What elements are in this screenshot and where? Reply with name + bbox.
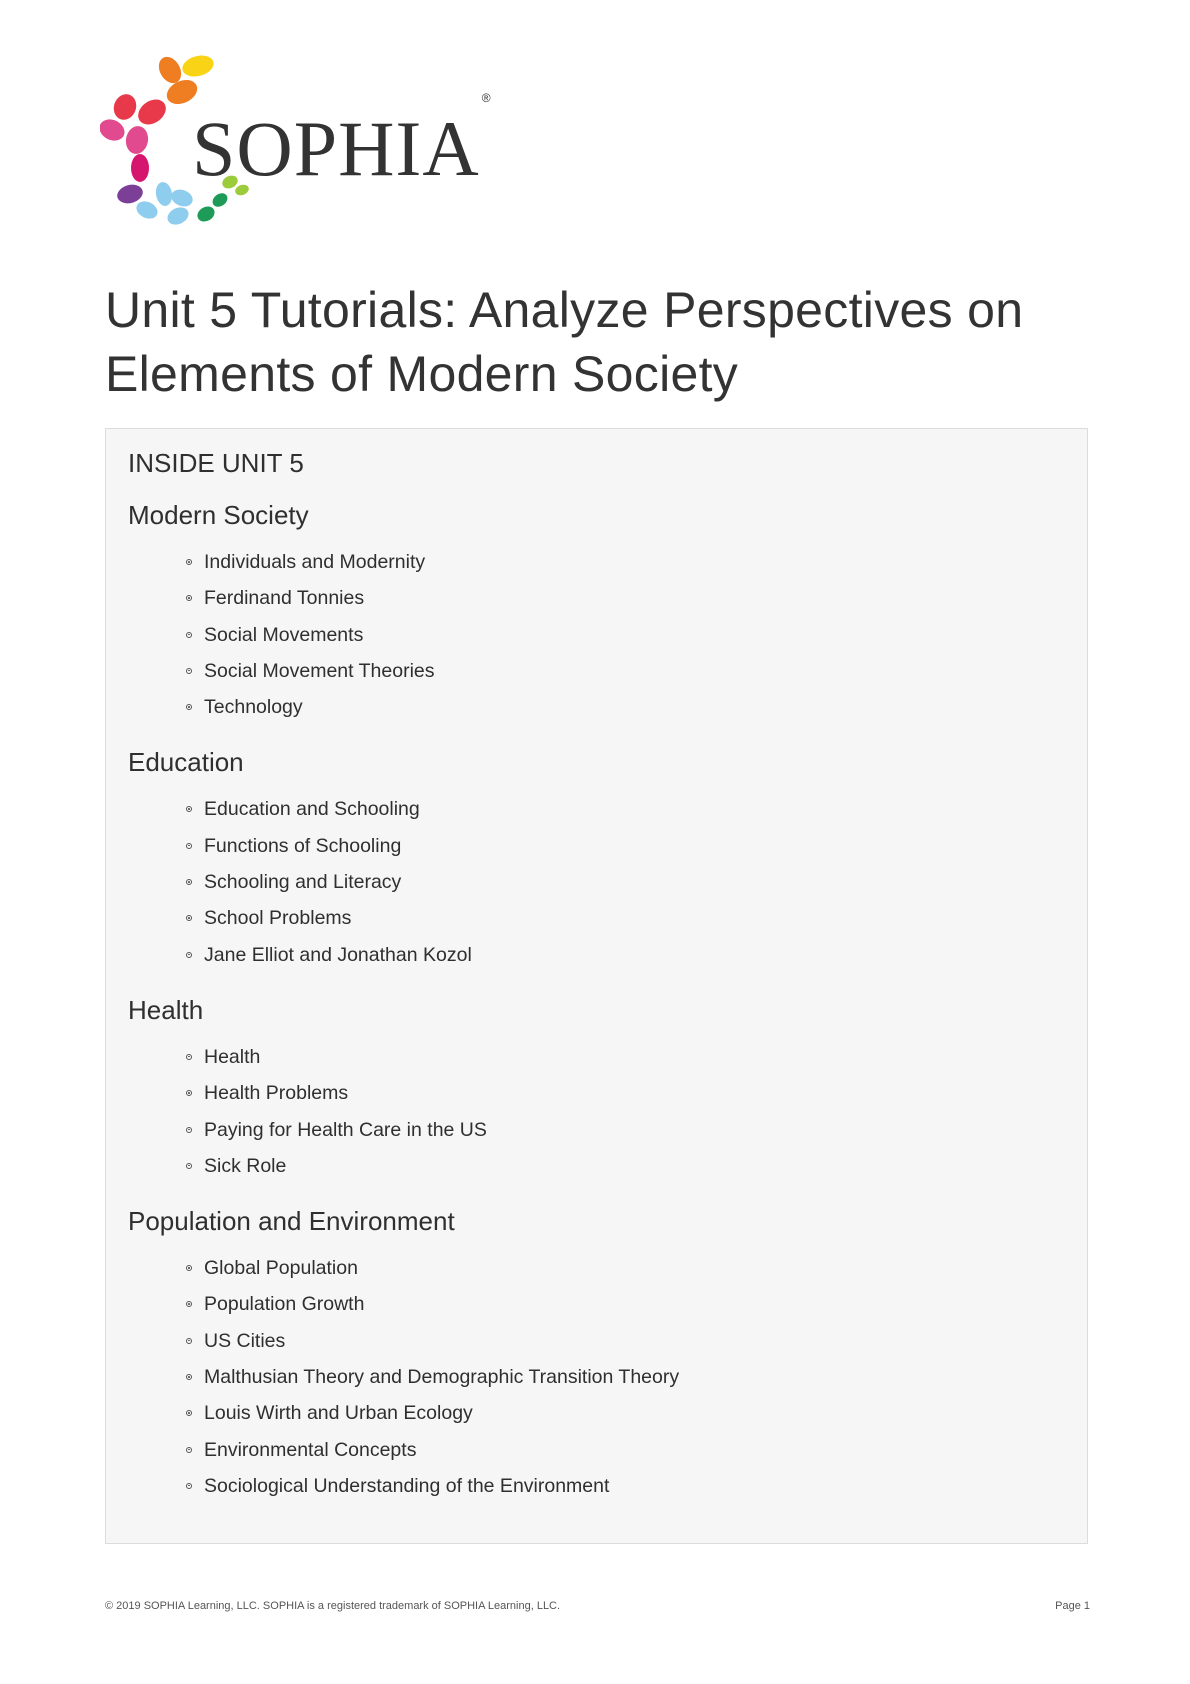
topic-list-item <box>186 864 1065 900</box>
topic-label: US Cities <box>204 1329 286 1352</box>
bullet-icon <box>186 1338 192 1344</box>
logo-petal <box>180 52 216 80</box>
topic-label: Environmental Concepts <box>204 1438 417 1461</box>
topic-label: Social Movements <box>204 623 364 646</box>
topic-label: Health Problems <box>204 1082 349 1105</box>
bullet-icon <box>186 704 192 710</box>
section-heading: Population and Environment <box>128 1206 455 1237</box>
topic-list-item <box>186 1112 1065 1148</box>
logo-petal <box>133 94 170 129</box>
topic-list-item <box>186 828 1065 864</box>
topic-label: School Problems <box>204 907 352 930</box>
bullet-icon <box>186 1054 192 1060</box>
logo-petal <box>195 203 218 224</box>
bullet-icon <box>186 1265 192 1271</box>
topic-list-item <box>186 791 1065 827</box>
registered-mark: ® <box>481 91 492 105</box>
topic-list-item <box>186 617 1065 653</box>
topic-list <box>128 1250 1065 1504</box>
bullet-icon <box>186 879 192 885</box>
topic-label: Malthusian Theory and Demographic Transition Theory <box>204 1366 680 1389</box>
bullet-icon <box>186 952 192 958</box>
topic-label: Louis Wirth and Urban Ecology <box>204 1402 473 1425</box>
bullet-icon <box>186 843 192 849</box>
logo-petal <box>131 154 149 182</box>
topic-list-item <box>186 1359 1065 1395</box>
topic-label: Ferdinand Tonnies <box>204 587 365 610</box>
topic-list-item <box>186 1075 1065 1111</box>
footer-page-number: Page 1 <box>1055 1600 1090 1612</box>
bullet-icon <box>186 632 192 638</box>
page-title: Unit 5 Tutorials: Analyze Perspectives on Elements of Modern Society <box>105 282 1024 402</box>
bullet-icon <box>186 1301 192 1307</box>
topic-list <box>128 791 1065 972</box>
topic-list-item <box>186 1250 1065 1286</box>
unit-sections <box>128 500 1065 1504</box>
inside-unit-box <box>105 428 1088 1544</box>
logo-petal <box>165 204 192 228</box>
bullet-icon <box>186 1127 192 1133</box>
topic-list-item <box>186 1432 1065 1468</box>
topic-label: Jane Elliot and Jonathan Kozol <box>204 943 472 966</box>
bullet-icon <box>186 1447 192 1453</box>
logo-petal <box>110 91 140 123</box>
logo-wordmark-text: SOPHIA <box>192 105 480 192</box>
topic-label: Individuals and Modernity <box>204 551 426 573</box>
bullet-icon <box>186 1374 192 1380</box>
topic-list-item <box>186 1286 1065 1322</box>
topic-label: Sociological Understanding of the Environment <box>204 1474 610 1497</box>
logo-petal <box>134 198 161 222</box>
topic-list-item <box>186 1148 1065 1184</box>
topic-label: Social Movement Theories <box>204 659 435 682</box>
footer-copyright: © 2019 SOPHIA Learning, LLC. SOPHIA is a registered trademark of SOPHIA Learning, LLC. <box>105 1600 561 1612</box>
topic-list-item <box>186 1039 1065 1075</box>
topic-label: Population Growth <box>204 1293 365 1316</box>
topic-label: Functions of Schooling <box>204 834 402 857</box>
topic-list <box>128 1039 1065 1184</box>
logo-wordmark <box>192 91 492 192</box>
topic-list-item <box>186 1323 1065 1359</box>
logo-petal <box>154 181 174 207</box>
topic-list-item <box>186 689 1065 725</box>
section-heading: Modern Society <box>128 500 309 530</box>
bullet-icon <box>186 668 192 674</box>
topic-label: Health <box>204 1045 261 1068</box>
topic-list-item <box>186 544 1065 580</box>
topic-list-item <box>186 1395 1065 1431</box>
topic-list-item <box>186 1468 1065 1504</box>
topic-list-item <box>186 653 1065 689</box>
bullet-icon <box>186 915 192 921</box>
topic-label: Education and Schooling <box>204 798 420 821</box>
topic-label: Technology <box>204 696 303 719</box>
topic-label: Global Population <box>204 1257 358 1280</box>
sophia-logo <box>100 52 520 252</box>
topic-list <box>128 544 1065 725</box>
bullet-icon <box>186 806 192 812</box>
inside-unit-heading: INSIDE UNIT 5 <box>128 448 304 478</box>
logo-petal <box>124 124 151 155</box>
topic-label: Schooling and Literacy <box>204 871 402 894</box>
logo-petal <box>210 190 230 209</box>
section-heading: Education <box>128 747 244 778</box>
bullet-icon <box>186 1090 192 1096</box>
bullet-icon <box>186 1163 192 1169</box>
topic-list-item <box>186 580 1065 616</box>
topic-list-item <box>186 900 1065 936</box>
bullet-icon <box>186 595 192 601</box>
logo-petal <box>100 115 128 144</box>
bullet-icon <box>186 559 192 565</box>
bullet-icon <box>186 1483 192 1489</box>
topic-label: Paying for Health Care in the US <box>204 1118 487 1141</box>
topic-list-item <box>186 937 1065 973</box>
bullet-icon <box>186 1410 192 1416</box>
section-heading: Health <box>128 994 204 1025</box>
topic-label: Sick Role <box>204 1154 287 1177</box>
